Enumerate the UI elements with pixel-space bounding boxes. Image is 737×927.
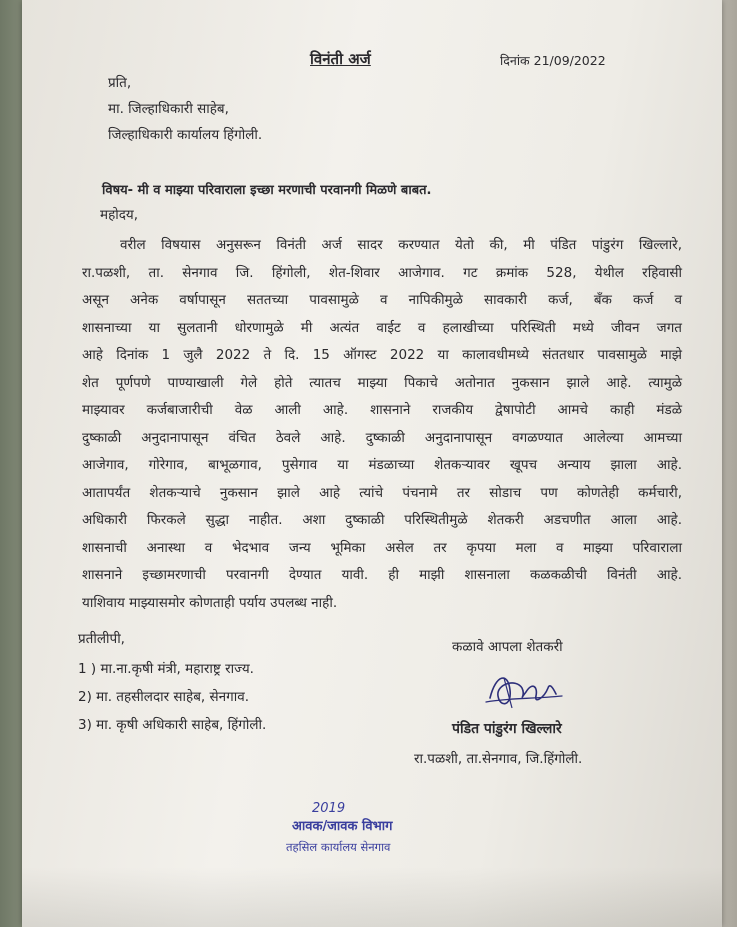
body-line: शासनाने इच्छामरणाची परवानगी देण्यात यावी. ही माझी शासनाला कळकळीची विनंती आहे. <box>82 567 682 583</box>
body-line: शासनाची अनास्था व भेदभाव जन्य भूमिका असेल तर कृपया मला व माझ्या परिवाराला <box>82 539 682 556</box>
body-line: आजेगाव, गोरेगाव, बाभूळगाव, पुसेगाव या मंडळाच्या शेतकऱ्यावर खूपच अन्याय झाला आहे. <box>82 457 682 473</box>
signature <box>482 668 566 712</box>
subject-line: विषय- मी व माझ्या परिवाराला इच्छा मरणाची परवानगी मिळणे बाबत. <box>102 183 432 198</box>
letter-paper <box>22 0 722 927</box>
copy-to-label: प्रतीलीपी, <box>78 631 125 647</box>
copy-to-item: 2) मा. तहसीलदार साहेब, सेनगाव. <box>78 689 250 705</box>
stamp-line: तहसिल कार्यालय सेनगाव <box>286 840 391 854</box>
body-line: दुष्काळी अनुदानापासून वंचित ठेवले आहे. दुष्काळी अनुदानापासून वगळण्यात आलेल्या आमच्या <box>82 429 682 446</box>
letter-body <box>82 232 682 617</box>
recipient-line: प्रति, <box>108 75 132 91</box>
recipient-line: मा. जिल्हाधिकारी साहेब, <box>108 101 229 117</box>
body-line: आहे दिनांक 1 जुलै 2022 ते दि. 15 ऑगस्ट 2022 या कालावधीमध्ये संततधार पावसामुळे माझे <box>82 347 682 363</box>
body-line: असून अनेक वर्षापासून सततच्या पावसामुळे व नापिकीमुळे सावकारी कर्ज, बँक कर्ज व <box>82 292 682 308</box>
body-line: आतापर्यंत शेतकऱ्याचे नुकसान झाले आहे त्यांचे पंचनामे तर सोडाच पण कोणतेही कर्मचारी, <box>82 484 682 501</box>
inward-outward-stamp <box>286 800 452 860</box>
body-line: रा.पळशी, ता. सेनगाव जि. हिंगोली, शेत-शिवार आजेगाव. गट क्रमांक 528, येथील रहिवासी <box>82 264 682 281</box>
body-line: वरील विषयास अनुसरून विनंती अर्ज सादर करण्यात येतो की, मी पंडित पांडुरंग खिल्लारे, <box>120 237 682 253</box>
body-line: माझ्यावर कर्जबाजारीची वेळ आली आहे. शासनाने राजकीय द्वेषापोटी आमचे काही मंडळे <box>82 402 682 418</box>
letter-date: दिनांक 21/09/2022 <box>500 53 606 68</box>
copy-to-item: 1 ) मा.ना.कृषी मंत्री, महाराष्ट्र राज्य. <box>78 661 254 677</box>
body-line: अधिकारी फिरकले सुद्धा नाहीत. अशा दुष्काळी परिस्थितीमुळे शेतकरी अडचणीत आला आहे. <box>82 512 682 528</box>
stamp-line: आवक/जावक विभाग <box>292 819 393 834</box>
copy-to-item: 3) मा. कृषी अधिकारी साहेब, हिंगोली. <box>78 717 267 733</box>
salutation: महोदय, <box>100 207 139 223</box>
recipient-line: जिल्हाधिकारी कार्यालय हिंगोली. <box>108 127 263 143</box>
body-line: शेत पूर्णपणे पाण्याखाली गेले होते त्यातच माझ्या पिकाचे अतोनात नुकसान झाले आहे. त्यामुळे <box>82 374 682 391</box>
body-line: शासनाच्या या सुलतानी धोरणामुळे मी अत्यंत वाईट व हलाखीच्या परिस्थिती मध्ये जीवन जगत <box>82 319 682 336</box>
sender-name: पंडित पांडुरंग खिल्लारे <box>452 721 562 737</box>
closing-line: कळावे आपला शेतकरी <box>452 639 563 655</box>
sender-address: रा.पळशी, ता.सेनगाव, जि.हिंगोली. <box>414 751 583 767</box>
stamp-number: 2019 <box>312 801 346 816</box>
body-line: याशिवाय माझ्यासमोर कोणताही पर्याय उपलब्ध नाही. <box>82 594 338 611</box>
letter-title: विनंती अर्ज <box>310 50 371 68</box>
paper-shadow <box>22 867 722 927</box>
